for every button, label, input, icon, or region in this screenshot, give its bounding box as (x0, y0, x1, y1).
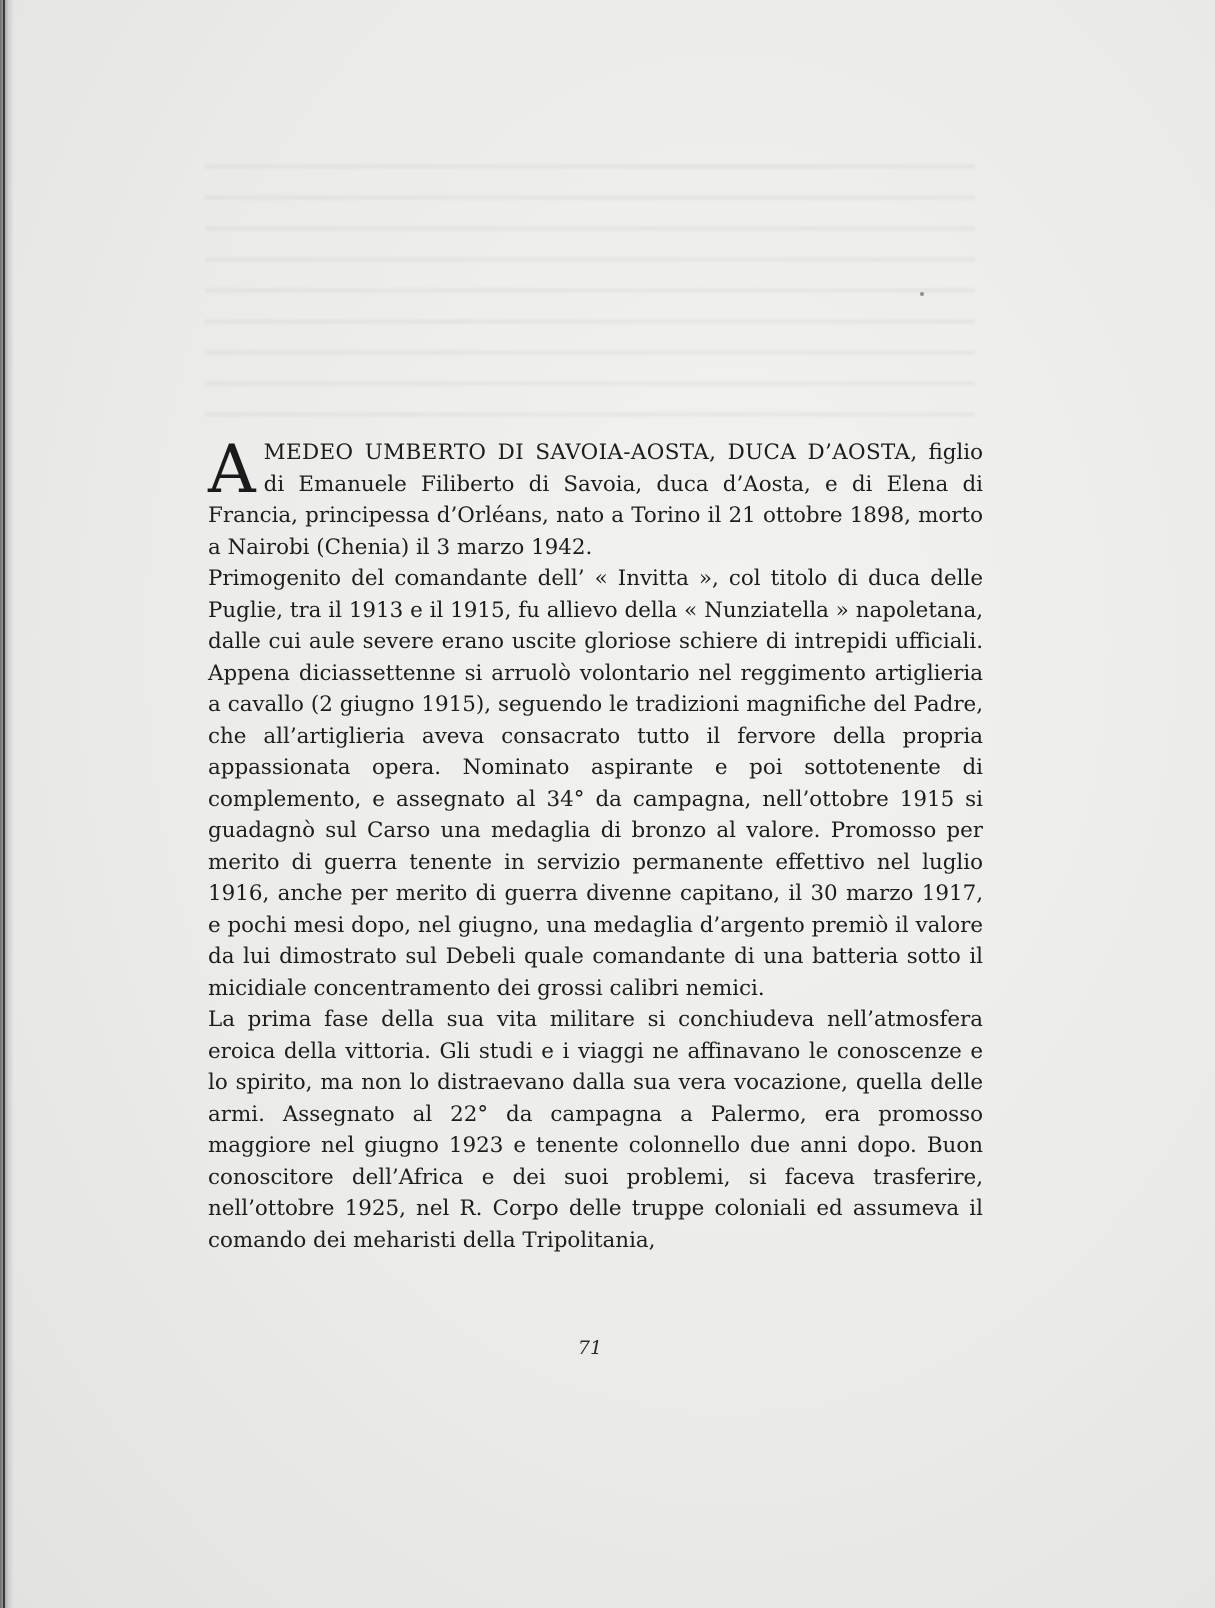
paragraph-2: Primogenito del comandante dell’ « Invitta », col titolo di duca delle Puglie, tra il 1913 e il 1915, fu allievo della « Nunziatella » napoletana, dalle cui aule severe erano uscite gloriose schiere di intrepidi ufficiali. Appena diciassettenne si arruolò volontario nel reggimento artiglieria a cavallo (2 giugno 1915), seguendo le tradizioni magnifiche del Padre, che all’artiglieria aveva consacrato tutto il fervore della propria appassionata opera. Nominato aspirante e poi sottotenente di complemento, e assegnato al 34° da campagna, nell’ottobre 1915 si guadagnò sul Carso una medaglia di bronzo al valore. Promosso per merito di guerra tenente in servizio permanente effettivo nel luglio 1916, anche per merito di guerra divenne capitano, il 30 marzo 1917, e pochi mesi dopo, nel giugno, una medaglia d’argento premiò il valore da lui dimostrato sul Debeli quale comandante di una batteria sotto il micidiale concentramento dei grossi calibri nemici. (208, 566, 983, 1001)
page-number: 71 (577, 1337, 603, 1359)
show-through-text (205, 150, 975, 420)
drop-cap: A (208, 431, 256, 508)
paragraph-1-text: figlio di Emanuele Filiberto di Savoia, duca d’Aosta, e di Elena di Francia, principessa d’Orléans, nato a Torino il 21 ottobre 1898, morto a Nairobi (Chenia) il 3 marzo 1942. (208, 440, 983, 560)
scan-speck (920, 292, 924, 296)
body-text (208, 431, 983, 1256)
binding-edge (3, 0, 5, 1608)
paragraph-1 (208, 431, 983, 563)
paragraph-3: La prima fase della sua vita militare si conchiudeva nell’atmosfera eroica della vittoria. Gli studi e i viaggi ne affinavano le conoscenze e lo spirito, ma non lo distraevano dalla sua vera vocazione, quella delle armi. Assegnato al 22° da campagna a Palermo, era promosso maggiore nel giugno 1923 e tenente colonnello due anni dopo. Buon conoscitore dell’Africa e dei suoi problemi, si faceva trasferire, nell’ottobre 1925, nel R. Corpo delle truppe coloniali ed assumeva il comando dei meharisti della Tripolitania, (208, 1007, 983, 1253)
opening-caps: MEDEO UMBERTO DI SAVOIA-AOSTA, DUCA D’AOSTA, (263, 440, 918, 465)
